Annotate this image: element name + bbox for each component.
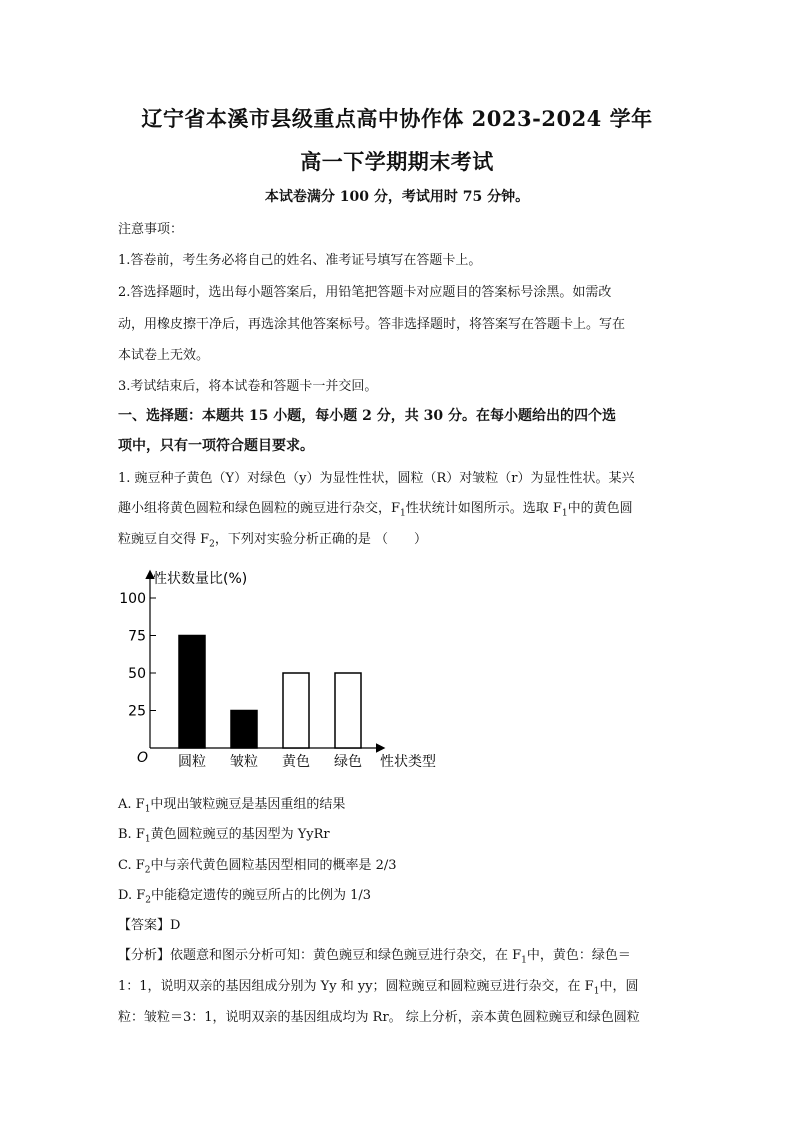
exam-info: 本试卷满分 100 分，考试用时 75 分钟。 [264, 189, 530, 205]
analysis-text: 中，圆 [599, 979, 639, 994]
bar-1 [179, 636, 205, 749]
question-text: ，下列对实验分析正确的是 （ ） [214, 532, 428, 547]
option-text: 中现出皱粒豌豆是基因重组的结果 [150, 797, 346, 812]
option-text: 黄色圆粒豌豆的基因型为 YyRr [150, 827, 330, 842]
option-text: A. F [118, 797, 145, 812]
answer: 【答案】D [118, 918, 181, 933]
bar-3 [283, 673, 309, 748]
question-text: 粒豌豆自交得 F [118, 532, 210, 547]
bar-chart-svg [115, 560, 455, 775]
question-line1: 1. 豌豆种子黄色（Y）对绿色（y）为显性性状，圆粒（R）对皱粒（r）为显性性状。某兴 [118, 471, 635, 486]
subscript: 1 [144, 834, 151, 845]
option-text: C. F [118, 858, 145, 873]
x-category-label: 绿色 [334, 754, 362, 770]
notes-item: 动，用橡皮擦干净后，再选涂其他答案标号。答非选择题时，将答案写在答题卡上。写在 [118, 317, 626, 332]
y-tick-label: 75 [128, 628, 146, 645]
notes-item: 本试卷上无效。 [118, 348, 210, 363]
exam-title-line2: 高一下学期期末考试 [300, 149, 494, 174]
y-tick-label: 50 [128, 666, 146, 682]
section-heading-line1: 一、选择题：本题共 15 小题，每小题 2 分，共 30 分。在每小题给出的四个选 [118, 408, 616, 424]
y-axis-label: 性状数量比(%) [153, 571, 248, 587]
question-text: 趣小组将黄色圆粒和绿色圆粒的豌豆进行杂交，F [118, 501, 401, 516]
option-b [118, 823, 330, 845]
notes-item: 3.考试结束后，将本试卷和答题卡一并交回。 [118, 379, 378, 394]
bar-2 [231, 711, 257, 749]
option-text: D. F [118, 888, 146, 903]
x-axis-label: 性状类型 [380, 754, 436, 770]
notes-heading: 注意事项： [118, 222, 184, 237]
analysis-line2 [118, 975, 638, 997]
bar-4 [335, 673, 361, 748]
question-line3 [118, 528, 427, 550]
subscript: 2 [144, 865, 151, 876]
analysis-text: 1：1，说明双亲的基因组成分别为 Yy 和 yy；圆粒豌豆和圆粒豌豆进行杂交，在 F [118, 979, 594, 994]
option-text: 中与亲代黄色圆粒基因型相同的概率是 2/3 [150, 858, 397, 873]
subscript: 1 [521, 955, 527, 966]
subscript: 1 [593, 986, 600, 997]
option-a [118, 793, 345, 815]
question-text: 中的黄色圆 [567, 501, 633, 516]
analysis-line3: 粒：皱粒＝3：1，说明双亲的基因组成均为 Rr。 综上分析，亲本黄色圆粒豌豆和绿色圆粒 [118, 1010, 640, 1025]
notes-item: 2.答选择题时，选出每小题答案后，用铅笔把答题卡对应题目的答案标号涂黑。如需改 [118, 285, 612, 300]
subscript: 2 [209, 539, 215, 550]
analysis-text: 【分析】依题意和图示分析可知：黄色豌豆和绿色豌豆进行杂交，在 F [118, 948, 522, 963]
option-d [118, 884, 371, 906]
x-category-label: 黄色 [282, 754, 310, 770]
x-category-label: 皱粒 [230, 754, 258, 770]
section-heading-line2: 项中，只有一项符合题目要求。 [118, 438, 314, 454]
notes-item: 1.答卷前，考生务必将自己的姓名、准考证号填写在答题卡上。 [118, 253, 482, 268]
question-text: 性状统计如图所示。选取 F [405, 501, 562, 516]
exam-title-line1: 辽宁省本溪市县级重点高中协作体 2023-2024 学年 [141, 106, 653, 131]
x-category-label: 圆粒 [178, 754, 206, 770]
subscript: 1 [400, 508, 406, 519]
analysis-text: 中，黄色：绿色＝ [526, 948, 631, 963]
option-text: B. F [118, 827, 145, 842]
subscript: 1 [561, 508, 568, 519]
y-tick-label: 25 [128, 703, 146, 720]
question-line2 [118, 497, 633, 519]
option-text: 中能稳定遗传的豌豆所占的比例为 1/3 [150, 888, 372, 903]
subscript: 2 [145, 895, 151, 906]
y-tick-label: 100 [119, 591, 146, 607]
analysis-line1 [118, 944, 631, 966]
subscript: 1 [144, 804, 151, 815]
origin-label: O [137, 750, 149, 766]
option-c [118, 854, 397, 876]
bar-chart [115, 560, 455, 775]
